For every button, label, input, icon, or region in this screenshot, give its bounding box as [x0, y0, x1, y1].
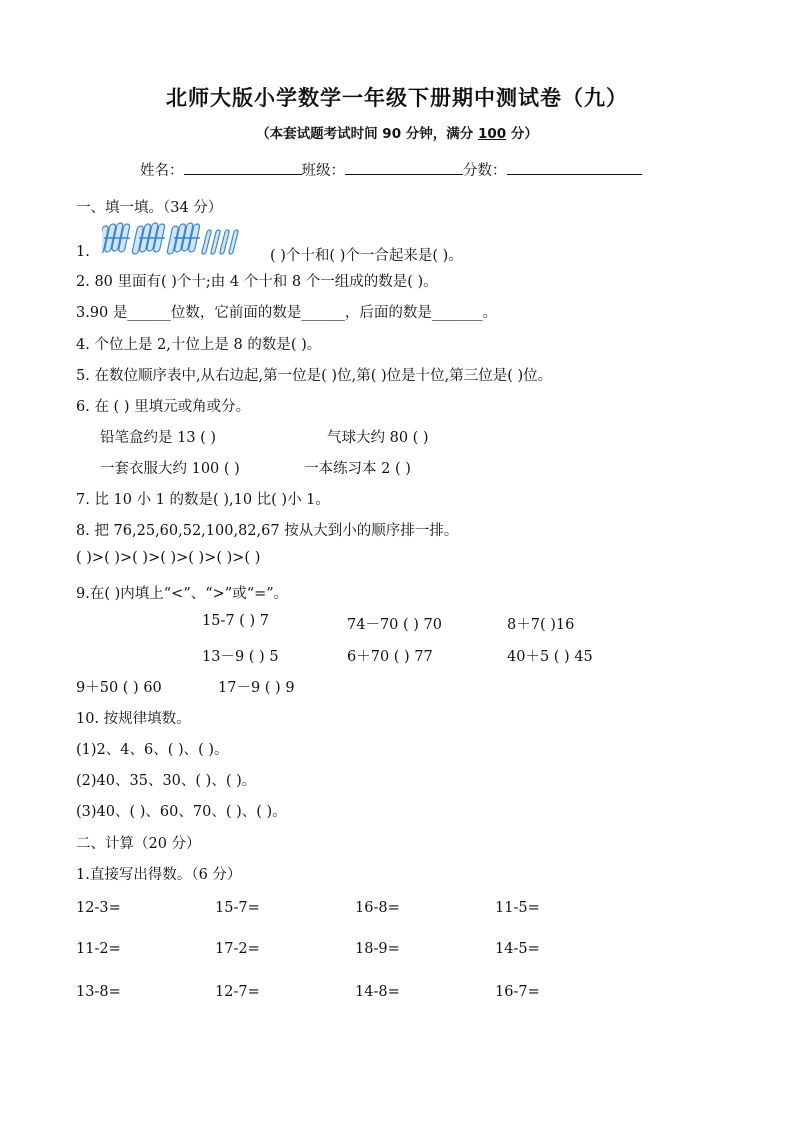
question-9: 9.在( )内填上“<”、“>”或“=”。	[76, 586, 289, 602]
calc-item: 12-7=	[215, 984, 260, 1000]
question-8: 8. 把 76,25,60,52,100,82,67 按从大到小的顺序排一排。	[76, 523, 459, 539]
bundle-of-ten-icon	[102, 223, 130, 254]
comparison-item: 13－9 ( ) 5	[202, 649, 279, 665]
calc-item: 16-7=	[495, 984, 540, 1000]
question-10: 10. 按规律填数。	[76, 711, 191, 727]
question-4: 4. 个位上是 2,十位上是 8 的数是( )。	[76, 337, 322, 353]
bundle-of-ten-icon	[167, 223, 200, 254]
calc-item: 15-7=	[215, 900, 260, 916]
comparison-item: 6＋70 ( ) 77	[347, 649, 433, 665]
calc-item: 12-3=	[76, 900, 121, 916]
question-7: 7. 比 10 小 1 的数是( ),10 比( )小 1。	[76, 492, 330, 508]
student-info-row	[140, 158, 642, 180]
question-10-part-3: (3)40、( )、60、70、( )、( )。	[76, 804, 287, 820]
question-5: 5. 在数位顺序表中,从右边起,第一位是( )位,第( )位是十位,第三位是( )位。	[76, 368, 553, 384]
question-6-item-balloon: 气球大约 80 ( )	[327, 430, 429, 446]
calc-item: 14-5=	[495, 941, 540, 957]
section-2-heading: 二、计算（20 分）	[76, 836, 201, 852]
name-label: 姓名：	[140, 163, 184, 179]
exam-info	[0, 122, 794, 142]
class-label: 班级：	[301, 163, 345, 179]
subtitle-suffix: 分）	[506, 126, 538, 142]
subtitle-prefix: （本套试题考试时间 90 分钟，满分	[256, 126, 478, 142]
calc-item: 13-8=	[76, 984, 121, 1000]
question-2: 2. 80 里面有( )个十;由 4 个十和 8 个一组成的数是( )。	[76, 274, 438, 290]
question-6-item-pencil-box: 铅笔盒约是 13 ( )	[100, 430, 217, 446]
score-label: 分数：	[463, 163, 507, 179]
comparison-item: 17－9 ( ) 9	[218, 680, 295, 696]
question-1-number: 1.	[76, 244, 90, 260]
section-2-subheading: 1.直接写出得数。（6 分）	[76, 867, 242, 883]
question-1-text: ( )个十和( )个一合起来是( )。	[270, 248, 463, 264]
page-title: 北师大版小学数学一年级下册期中测试卷（九）	[166, 86, 628, 110]
comparison-item: 15-7 ( ) 7	[202, 613, 269, 629]
question-6-item-clothes: 一套衣服大约 100 ( )	[100, 461, 240, 477]
question-10-part-2: (2)40、35、30、( )、( )。	[76, 773, 257, 789]
class-field[interactable]	[345, 158, 463, 175]
calc-item: 16-8=	[355, 900, 400, 916]
question-8-blanks: ( )>( )>( )>( )>( )>( )>( )	[76, 550, 261, 566]
question-10-part-1: (1)2、4、6、( )、( )。	[76, 742, 229, 758]
comparison-item: 8＋7( )16	[507, 617, 575, 633]
calc-item: 14-8=	[355, 984, 400, 1000]
calc-item: 11-5=	[495, 900, 540, 916]
comparison-item: 40＋5 ( ) 45	[507, 649, 593, 665]
section-1-heading: 一、填一填。（34 分）	[76, 200, 223, 216]
question-6: 6. 在 ( ) 里填元或角或分。	[76, 399, 251, 415]
score-field[interactable]	[507, 158, 642, 175]
calc-item: 17-2=	[215, 941, 260, 957]
single-sticks-icon	[202, 230, 239, 254]
comparison-item: 74－70 ( ) 70	[347, 617, 442, 633]
question-6-item-notebook: 一本练习本 2 ( )	[304, 461, 411, 477]
comparison-item: 9＋50 ( ) 60	[76, 680, 162, 696]
bundle-of-ten-icon	[132, 223, 165, 254]
full-score: 100	[478, 126, 507, 142]
name-field[interactable]	[184, 158, 302, 175]
question-3: 3.90 是______位数，它前面的数是______，后面的数是_______。	[76, 305, 498, 321]
stick-bundles-image	[102, 220, 247, 258]
calc-item: 18-9=	[355, 941, 400, 957]
calc-item: 11-2=	[76, 941, 121, 957]
